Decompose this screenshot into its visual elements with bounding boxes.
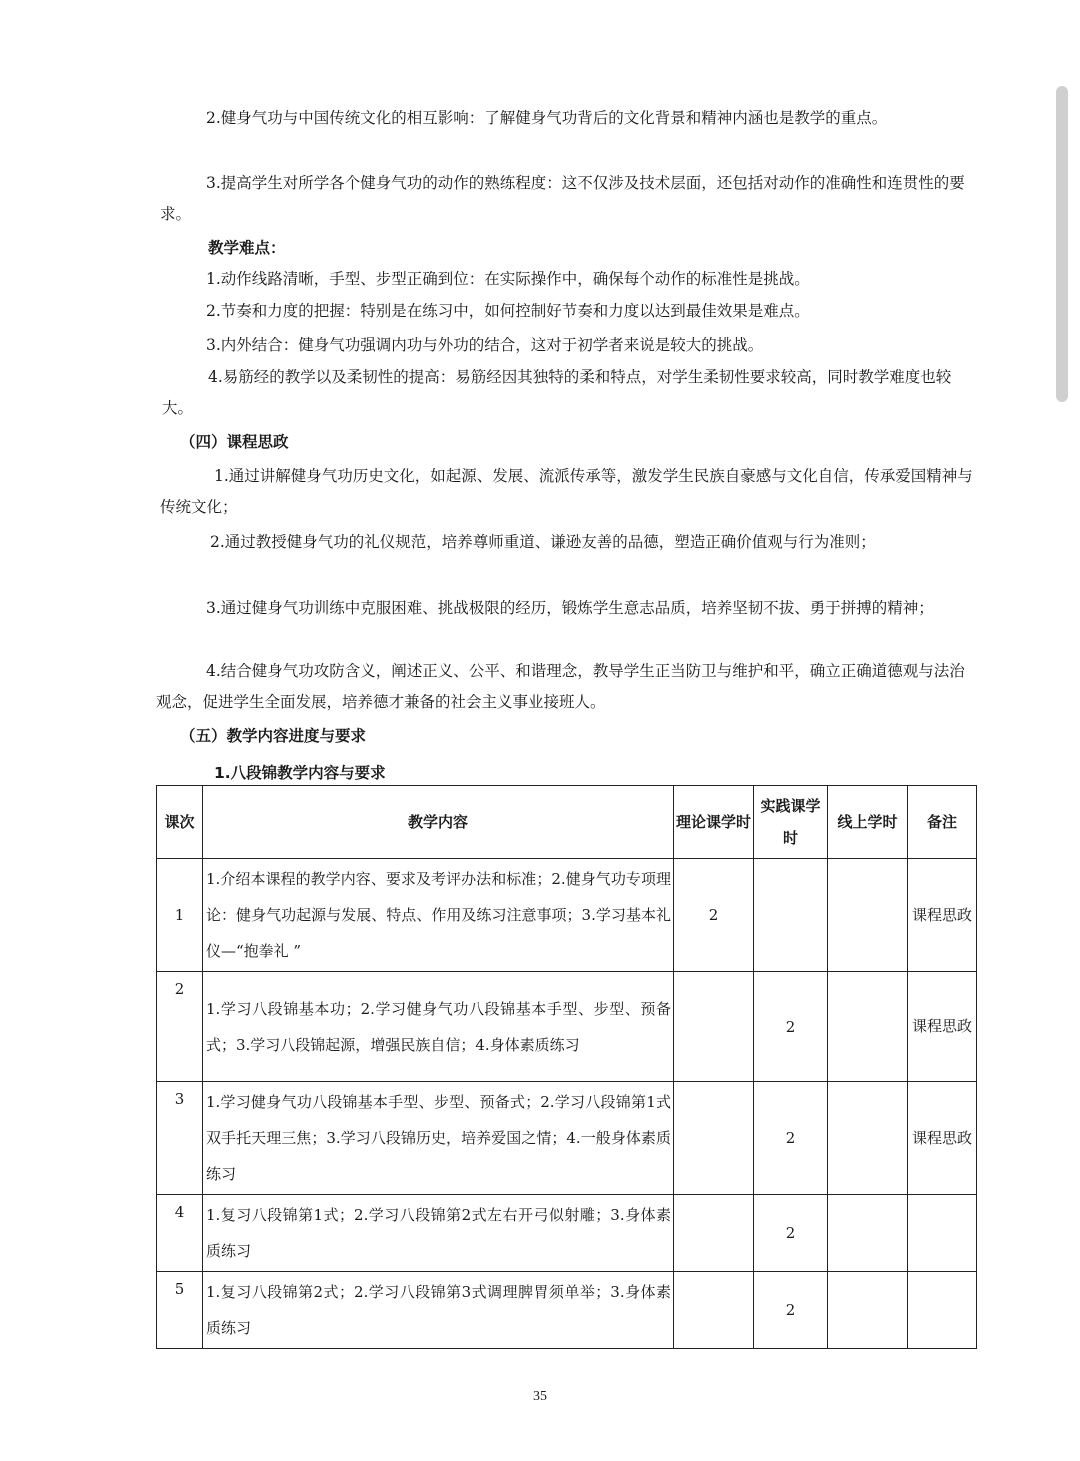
table-row	[157, 1272, 977, 1349]
cell-note: 课程思政	[908, 972, 977, 1082]
paragraph-ideology-2: 2.通过教授健身气功的礼仪规范，培养尊师重道、谦逊友善的品德，塑造正确价值观与行为准则；	[210, 533, 876, 551]
cell-online	[828, 1195, 908, 1272]
section5-heading: （五）教学内容进度与要求	[180, 727, 367, 745]
cell-session: 4	[157, 1195, 203, 1272]
paragraph-ideology-1: 1.通过讲解健身气功历史文化，如起源、发展、流派传承等，激发学生民族自豪感与文化自信，传承爱国精神与传统文化；	[160, 467, 973, 516]
paragraph-difficulty-2: 2.节奏和力度的把握：特别是在练习中，如何控制好节奏和力度以达到最佳效果是难点。	[206, 302, 810, 320]
cell-practice: 2	[754, 1272, 828, 1349]
paragraph-key-point-3: 3.提高学生对所学各个健身气功的动作的熟练程度：这不仅涉及技术层面，还包括对动作的准确性和连贯性的要求。	[160, 174, 965, 223]
page-number: 35	[533, 1389, 547, 1404]
cell-session: 5	[157, 1272, 203, 1349]
paragraph-ideology-3: 3.通过健身气功训练中克服困难、挑战极限的经历，锻炼学生意志品质，培养坚韧不拔、勇于拼搏的精神；	[206, 599, 934, 617]
schedule-table	[156, 785, 977, 1349]
cell-content: 1.复习八段锦第1式；2.学习八段锦第2式左右开弓似射雕；3.身体素质练习	[203, 1195, 674, 1272]
header-online-hours: 线上学时	[828, 786, 908, 859]
header-theory-hours: 理论课学时	[674, 786, 754, 859]
table-title: 1.八段锦教学内容与要求	[214, 764, 386, 782]
cell-theory: 2	[674, 859, 754, 972]
cell-theory	[674, 1082, 754, 1195]
table-row	[157, 1082, 977, 1195]
paragraph-ideology-4: 4.结合健身气功攻防含义，阐述正义、公平、和谐理念，教导学生正当防卫与维护和平，确立正确道德观与法治观念，促进学生全面发展，培养德才兼备的社会主义事业接班人。	[156, 662, 965, 711]
paragraph-difficulty-3: 3.内外结合：健身气功强调内功与外功的结合，这对于初学者来说是较大的挑战。	[206, 336, 764, 354]
paragraph-difficulty-4: 4.易筋经的教学以及柔韧性的提高：易筋经因其独特的柔和特点，对学生柔韧性要求较高，同时教学难度也较大。	[162, 368, 952, 417]
cell-session: 2	[157, 972, 203, 1082]
cell-online	[828, 1272, 908, 1349]
cell-content: 1.学习八段锦基本功；2.学习健身气功八段锦基本手型、步型、预备式；3.学习八段锦起源，增强民族自信；4.身体素质练习	[203, 972, 674, 1082]
cell-theory	[674, 1272, 754, 1349]
difficulty-heading: 教学难点：	[208, 239, 286, 257]
table-row	[157, 1195, 977, 1272]
header-session: 课次	[157, 786, 203, 859]
table-header-row	[157, 786, 977, 859]
cell-content: 1.介绍本课程的教学内容、要求及考评办法和标准；2.健身气功专项理论：健身气功起源与发展、特点、作用及练习注意事项；3.学习基本礼仪—“抱拳礼 ”	[203, 859, 674, 972]
cell-theory	[674, 972, 754, 1082]
scrollbar-thumb[interactable]	[1056, 86, 1068, 402]
cell-content: 1.学习健身气功八段锦基本手型、步型、预备式；2.学习八段锦第1式双手托天理三焦；3.学习八段锦历史，培养爱国之情；4.一般身体素质练习	[203, 1082, 674, 1195]
cell-session: 1	[157, 859, 203, 972]
section4-heading: （四）课程思政	[180, 433, 289, 451]
cell-online	[828, 972, 908, 1082]
cell-session: 3	[157, 1082, 203, 1195]
header-note: 备注	[908, 786, 977, 859]
cell-practice: 2	[754, 972, 828, 1082]
cell-note: 课程思政	[908, 1082, 977, 1195]
header-practice-hours: 实践课学时	[754, 786, 828, 859]
cell-content: 1.复习八段锦第2式；2.学习八段锦第3式调理脾胃须单举；3.身体素质练习	[203, 1272, 674, 1349]
paragraph-difficulty-1: 1.动作线路清晰，手型、步型正确到位：在实际操作中，确保每个动作的标准性是挑战。	[206, 270, 810, 288]
cell-note	[908, 1195, 977, 1272]
cell-practice: 2	[754, 1082, 828, 1195]
table-row	[157, 972, 977, 1082]
table-row	[157, 859, 977, 972]
cell-note	[908, 1272, 977, 1349]
cell-online	[828, 1082, 908, 1195]
paragraph-key-point-2: 2.健身气功与中国传统文化的相互影响：了解健身气功背后的文化背景和精神内涵也是教学的重点。	[206, 109, 888, 127]
cell-practice	[754, 859, 828, 972]
cell-online	[828, 859, 908, 972]
header-content: 教学内容	[203, 786, 674, 859]
cell-note: 课程思政	[908, 859, 977, 972]
cell-practice: 2	[754, 1195, 828, 1272]
cell-theory	[674, 1195, 754, 1272]
